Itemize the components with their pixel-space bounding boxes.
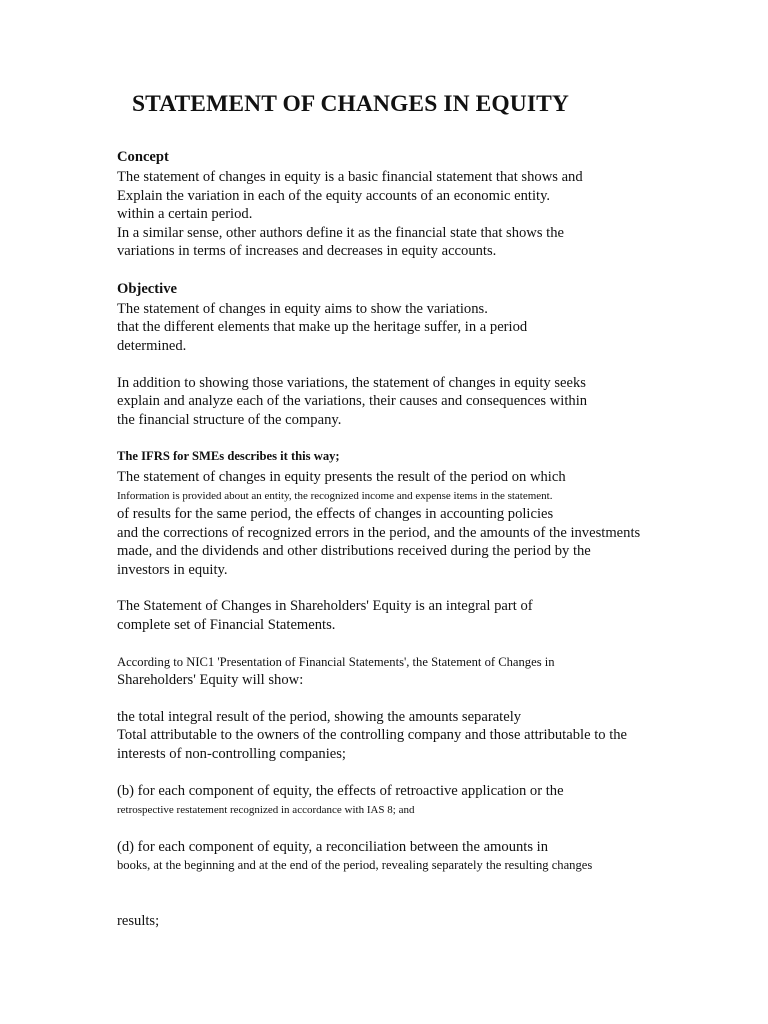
concept-line-4: In a similar sense, other authors define it as the financial state that shows the <box>117 225 565 241</box>
ifrs-heading: The IFRS for SMEs describes it this way; <box>117 449 340 463</box>
item-d-line-2: books, at the beginning and at the end of the period, revealing separately the resulting changes <box>117 858 593 872</box>
objective-line-1: The statement of changes in equity aims to show the variations. <box>117 301 488 317</box>
objective-p2-line-3: the financial structure of the company. <box>117 412 342 428</box>
objective-p2-line-2: explain and analyze each of the variations, their causes and consequences within <box>117 393 588 409</box>
concept-line-2: Explain the variation in each of the equity accounts of an economic entity. <box>117 188 551 204</box>
objective-p2-line-1: In addition to showing those variations, the statement of changes in equity seeks <box>117 375 586 391</box>
item-a-line-3: interests of non-controlling companies; <box>117 746 346 762</box>
objective-heading: Objective <box>117 281 177 297</box>
item-d-tail: results; <box>117 913 160 929</box>
objective-line-2: that the different elements that make up the heritage suffer, in a period <box>117 319 528 335</box>
integral-line-1: The Statement of Changes in Shareholders' Equity is an integral part of <box>117 598 533 614</box>
integral-line-2: complete set of Financial Statements. <box>117 617 336 633</box>
item-d-line-1: (d) for each component of equity, a reconciliation between the amounts in <box>117 839 549 855</box>
objective-line-3: determined. <box>117 338 187 354</box>
ifrs-line-3: of results for the same period, the effects of changes in accounting policies <box>117 506 554 522</box>
ifrs-line-4: and the corrections of recognized errors in the period, and the amounts of the investments <box>117 525 641 541</box>
ifrs-line-1: The statement of changes in equity presents the result of the period on which <box>117 469 566 485</box>
ifrs-line-5: made, and the dividends and other distributions received during the period by the <box>117 543 591 559</box>
nic1-line-1: According to NIC1 'Presentation of Financial Statements', the Statement of Changes in <box>117 655 555 669</box>
concept-line-1: The statement of changes in equity is a basic financial statement that shows and <box>117 169 583 185</box>
item-b-line-1: (b) for each component of equity, the effects of retroactive application or the <box>117 783 564 799</box>
item-a-line-2: Total attributable to the owners of the controlling company and those attributable to the <box>117 727 628 743</box>
concept-line-3: within a certain period. <box>117 206 253 222</box>
ifrs-line-6: investors in equity. <box>117 562 228 578</box>
nic1-line-2: Shareholders' Equity will show: <box>117 672 304 688</box>
ifrs-line-2: Information is provided about an entity, the recognized income and expense items in the statement. <box>117 490 553 502</box>
item-b-line-2: retrospective restatement recognized in accordance with IAS 8; and <box>117 804 415 816</box>
concept-line-5: variations in terms of increases and decreases in equity accounts. <box>117 243 497 259</box>
concept-heading: Concept <box>117 149 169 165</box>
item-a-line-1: the total integral result of the period, showing the amounts separately <box>117 709 522 725</box>
document-title: STATEMENT OF CHANGES IN EQUITY <box>132 91 569 117</box>
